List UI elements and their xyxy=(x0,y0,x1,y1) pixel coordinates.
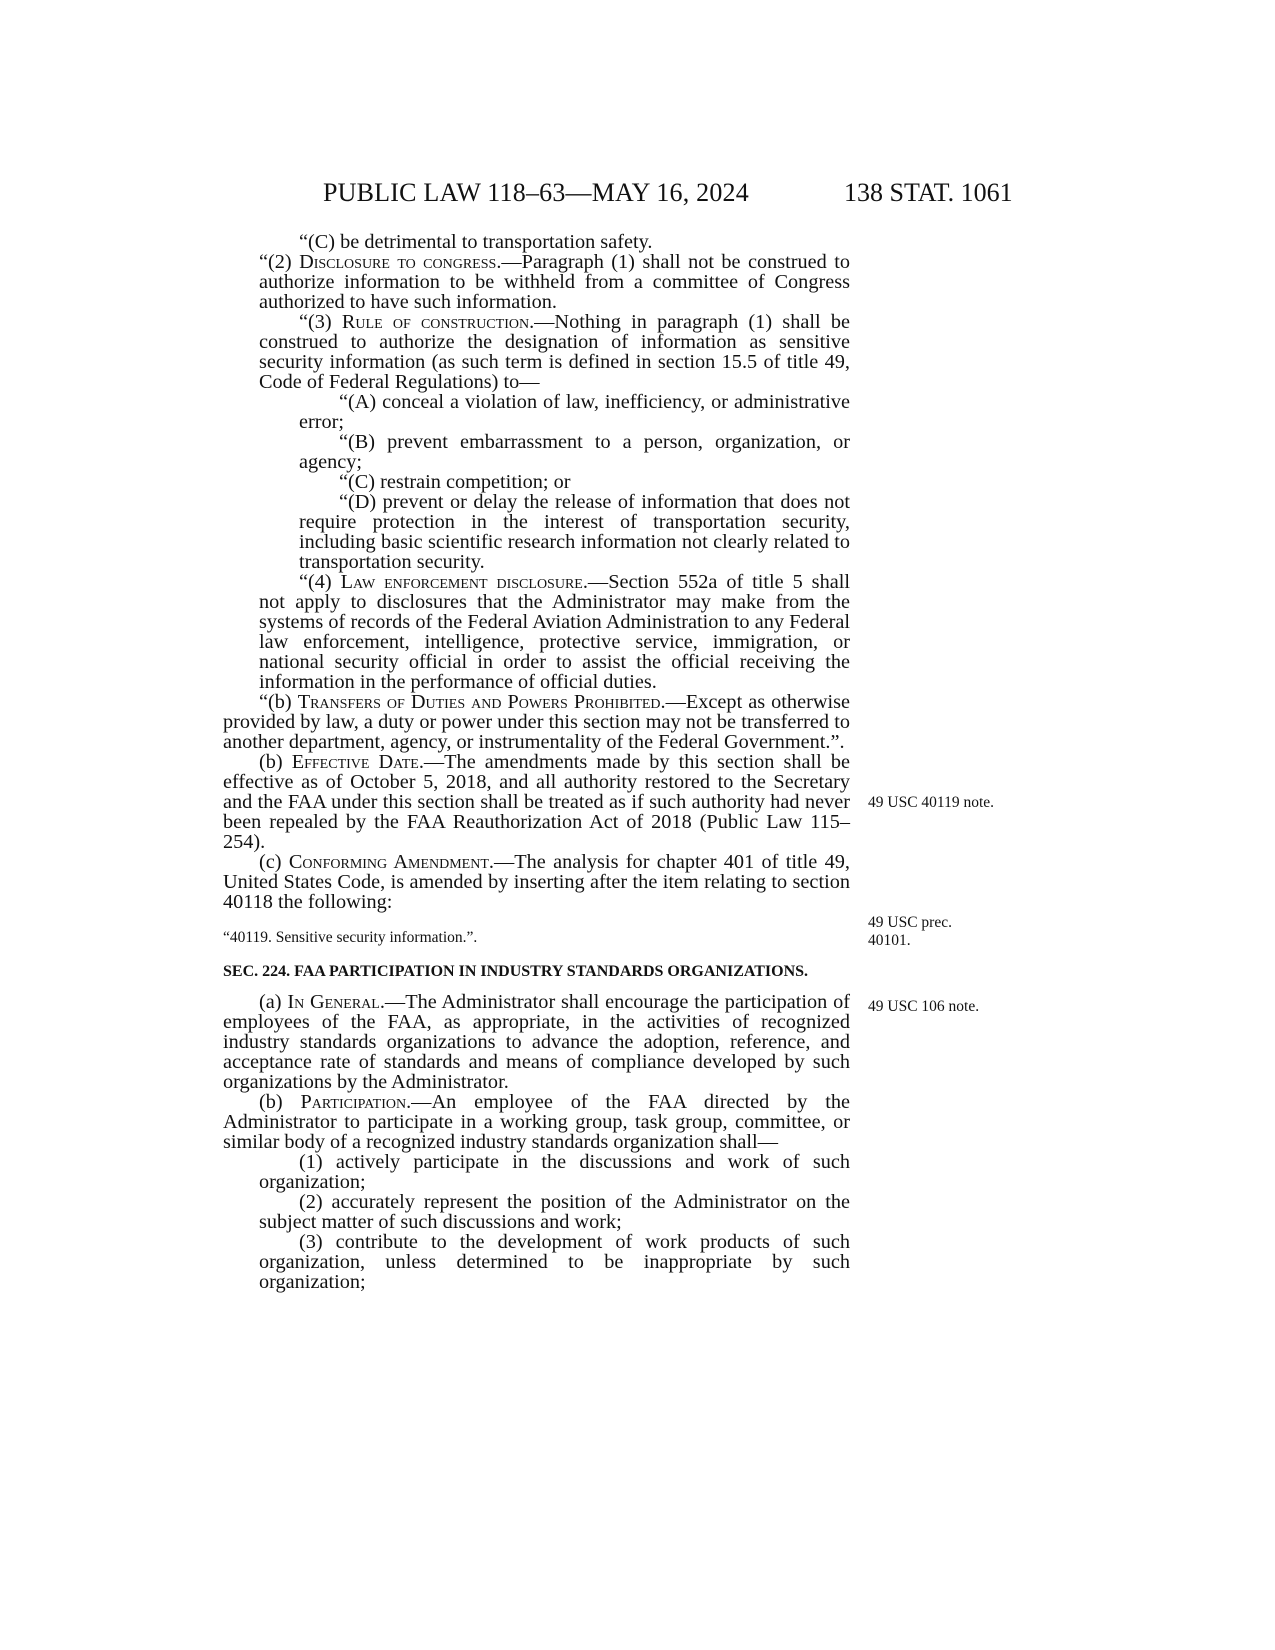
subsection-a-general: (a) In General.—The Administrator shall encourage the participation of employees of the FAA, as appropriate, in the activities of recognized industry standards organizations to advance the adoption, reference, and acceptance rate of standards and means of compliance developed by such organizations by the Administrator. xyxy=(223,991,850,1093)
paragraph-heading: Law enforcement disclosure xyxy=(340,571,583,593)
subsection-b-effective-date: (b) Effective Date.—The amendments made by this section shall be effective as of October 5, 2018, and all authority restored to the Secretary and the FAA under this section shall be treated as if such authority had never been repealed by the FAA Reauthorization Act of 2018 (Public Law 115–254). xyxy=(223,751,851,853)
paragraph-heading: Participation xyxy=(300,1091,407,1113)
subsection-c-conforming: (c) Conforming Amendment.—The analysis for chapter 401 of title 49, United States Code, is amended by inserting after the item relating to section 40118 the following: xyxy=(223,851,850,913)
margin-note-40101: 49 USC prec. 40101. xyxy=(868,914,952,949)
paragraph-heading: Disclosure to congress xyxy=(299,251,497,273)
section-heading: SEC. 224. FAA PARTICIPATION IN INDUSTRY STANDARDS ORGANIZATIONS. xyxy=(223,963,809,980)
paragraph-c-detrimental: “(C) be detrimental to transportation safety. xyxy=(299,231,653,253)
paragraph-4-law-enforcement: “(4) Law enforcement disclosure.—Section 552a of title 5 shall not apply to disclosures that the Administrator may make from the systems of records of the Federal Aviation Administration to any Federal law enforcement, intelligence, protective service, immigration, or national security official in order to assist the official receiving the information in the performance of official duties. xyxy=(259,571,850,693)
subparagraph-a: “(A) conceal a violation of law, inefficiency, or administrative error; xyxy=(299,391,850,433)
subsection-b-participation: (b) Participation.—An employee of the FAA directed by the Administrator to participate in a working group, task group, committee, or similar body of a recognized industry standards organization shall— xyxy=(223,1091,850,1153)
subparagraph-c: “(C) restrain competition; or xyxy=(339,471,571,493)
subsection-b-transfers: “(b) Transfers of Duties and Powers Prohibited.—Except as otherwise provided by law, a duty or power under this section may not be transferred to another department, agency, or instrumentality of the Federal Government.”. xyxy=(223,691,850,753)
statute-page-number: 138 STAT. 1061 xyxy=(844,178,1013,207)
participation-item-3: (3) contribute to the development of work products of such organization, unless determined to be inappropriate by such organization; xyxy=(259,1231,850,1293)
running-title: PUBLIC LAW 118–63—MAY 16, 2024 xyxy=(323,178,749,207)
subparagraph-d: “(D) prevent or delay the release of information that does not require protection in the interest of transportation security, including basic scientific research information not clearly related to transportation security. xyxy=(299,491,850,573)
margin-note-40119: 49 USC 40119 note. xyxy=(868,794,995,811)
paragraph-3-rule: “(3) Rule of construction.—Nothing in paragraph (1) shall be construed to authorize the designation of information as sensitive security information (as such term is defined in section 15.5 of title 49, Code of Federal Regulations) to— xyxy=(259,311,850,393)
paragraph-heading: Effective Date xyxy=(291,751,419,773)
participation-item-2: (2) accurately represent the position of the Administrator on the subject matter of such discussions and work; xyxy=(259,1191,850,1233)
table-of-contents-item: “40119. Sensitive security information.”. xyxy=(223,929,478,946)
paragraph-heading: In General xyxy=(287,991,380,1013)
paragraph-heading: Transfers of Duties and Powers Prohibited xyxy=(297,691,661,713)
body-text xyxy=(223,232,850,1292)
paragraph-heading: Conforming Amendment xyxy=(288,851,489,873)
paragraph-heading: Rule of construction xyxy=(341,311,530,333)
subparagraph-b: “(B) prevent embarrassment to a person, organization, or agency; xyxy=(299,431,850,473)
margin-note-106: 49 USC 106 note. xyxy=(868,998,980,1015)
page-header xyxy=(0,178,1275,218)
paragraph-2-disclosure: “(2) Disclosure to congress.—Paragraph (1) shall not be construed to authorize information to be withheld from a committee of Congress authorized to have such information. xyxy=(259,251,850,313)
participation-item-1: (1) actively participate in the discussions and work of such organization; xyxy=(259,1151,850,1193)
